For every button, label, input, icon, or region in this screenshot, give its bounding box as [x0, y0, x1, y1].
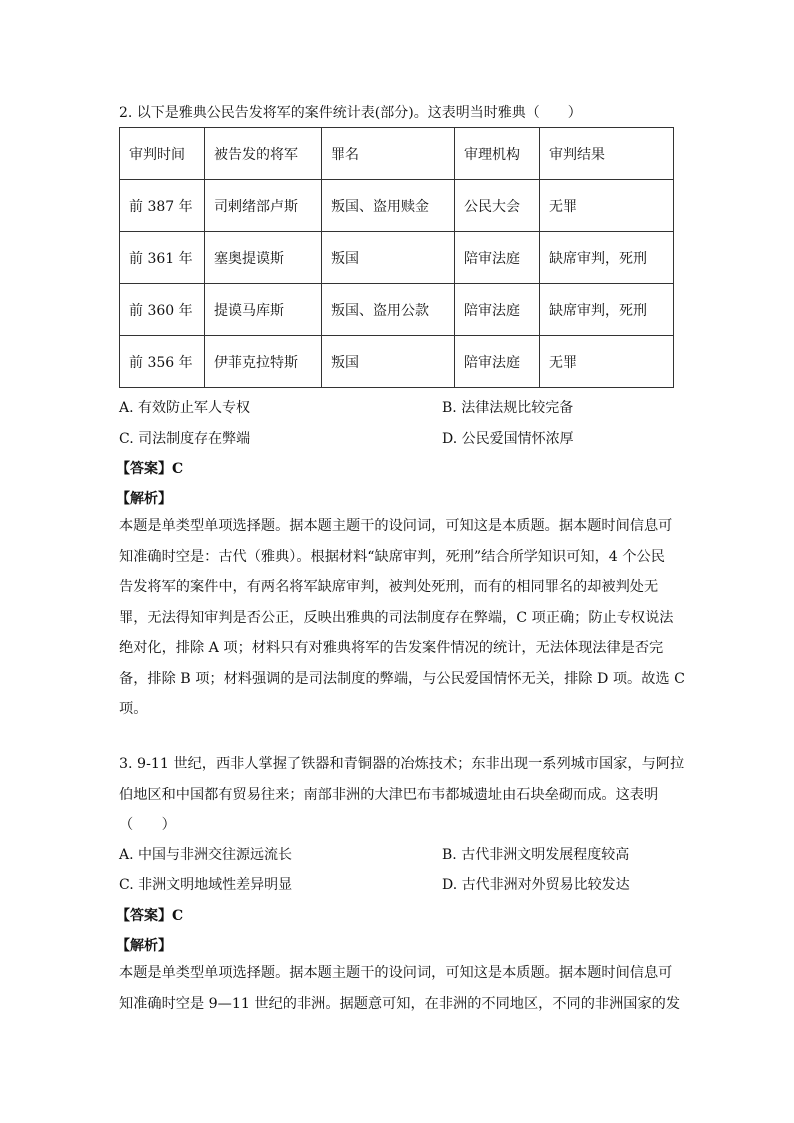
analysis-line: 知准确时空是 9—11 世纪的非洲。据题意可知，在非洲的不同地区，不同的非洲国家的发 [119, 995, 681, 1012]
analysis-line: 罪，无法得知审判是否公正，反映出雅典的司法制度存在弊端，C 项正确；防止专权说法 [119, 609, 674, 626]
analysis-line: 告发将军的案件中，有两名将军缺席审判，被判处死刑，而有的相同罪名的却被判处无 [119, 579, 659, 595]
table-header-row [120, 128, 674, 180]
stem-line: 3. 9-11 世纪，西非人掌握了铁器和青铜器的冶炼技术；东非出现一系列城市国家，与阿拉 [119, 756, 685, 772]
table-cell: 叛国、盗用赎金 [322, 180, 455, 232]
analysis-line: 项。 [119, 701, 148, 717]
analysis-line: 知准确时空是：古代（雅典）。根据材料“缺席审判，死刑”结合所学知识可知，4 个公民 [119, 548, 665, 565]
table-cell: 前 360 年 [120, 284, 205, 336]
analysis-line: 备，排除 B 项；材料强调的是司法制度的弊端，与公民爱国情怀无关，排除 D 项。故选 C [119, 670, 685, 687]
table-cell: 叛国 [322, 232, 455, 284]
analysis-line: 本题是单类型单项选择题。据本题主题干的设问词，可知这是本质题。据本题时间信息可 [119, 965, 673, 981]
table-header-cell: 被告发的将军 [205, 128, 322, 180]
q3-option-c: C. 非洲文明地域性差异明显 [119, 877, 293, 893]
table-cell: 无罪 [540, 180, 674, 232]
stem-line: 伯地区和中国都有贸易往来；南部非洲的大津巴布韦都城遗址由石块垒砌而成。这表明 [119, 786, 659, 803]
table-row [120, 336, 674, 388]
analysis-line: 绝对化，排除 A 项；材料只有对雅典将军的告发案件情况的统计，无法体现法律是否完 [119, 640, 664, 656]
table-row [120, 284, 674, 336]
table-row [120, 180, 674, 232]
table-cell: 公民大会 [455, 180, 540, 232]
table-header-cell: 审判时间 [120, 128, 205, 180]
table-cell: 陪审法庭 [455, 232, 540, 284]
table-cell: 前 361 年 [120, 232, 205, 284]
table-cell: 司剌绪部卢斯 [205, 180, 322, 232]
table-cell: 缺席审判，死刑 [540, 232, 674, 284]
table-cell: 塞奥提谟斯 [205, 232, 322, 284]
table-cell: 缺席审判，死刑 [540, 284, 674, 336]
q2-option-a: A. 有效防止军人专权 [119, 400, 251, 416]
table-header-cell: 审判结果 [540, 128, 674, 180]
table-header-cell: 罪名 [322, 128, 455, 180]
q2-analysis-label: 【解析】 [116, 491, 172, 507]
table-cell: 无罪 [540, 336, 674, 388]
q2-analysis-text [119, 511, 685, 725]
q3-option-a: A. 中国与非洲交往源远流长 [119, 847, 293, 863]
q3-analysis-text [119, 958, 679, 1019]
analysis-line: 本题是单类型单项选择题。据本题主题干的设问词，可知这是本质题。据本题时间信息可 [119, 518, 673, 534]
q2-answer: 【答案】C [116, 461, 184, 477]
table-cell: 提谟马库斯 [205, 284, 322, 336]
q3-analysis-label: 【解析】 [116, 938, 172, 954]
table-row [120, 232, 674, 284]
table-cell: 叛国、盗用公款 [322, 284, 455, 336]
table-cell: 前 387 年 [120, 180, 205, 232]
table-cell: 叛国 [322, 336, 455, 388]
table-cell: 陪审法庭 [455, 284, 540, 336]
q3-option-d: D. 古代非洲对外贸易比较发达 [442, 877, 630, 893]
q3-option-b: B. 古代非洲文明发展程度较高 [442, 847, 630, 863]
table-header-cell: 审理机构 [455, 128, 540, 180]
stem-line: （ ） [119, 817, 176, 833]
table-cell: 伊菲克拉特斯 [205, 336, 322, 388]
q2-option-b: B. 法律法规比较完备 [442, 400, 574, 416]
question-3-stem [119, 749, 685, 841]
table-cell: 前 356 年 [120, 336, 205, 388]
q3-answer: 【答案】C [116, 908, 184, 924]
table-cell: 陪审法庭 [455, 336, 540, 388]
q2-option-d: D. 公民爱国情怀浓厚 [442, 431, 574, 447]
case-table [119, 127, 674, 388]
q2-option-c: C. 司法制度存在弊端 [119, 431, 251, 447]
question-2-stem: 2. 以下是雅典公民告发将军的案件统计表(部分)。这表明当时雅典（ ） [119, 105, 582, 121]
